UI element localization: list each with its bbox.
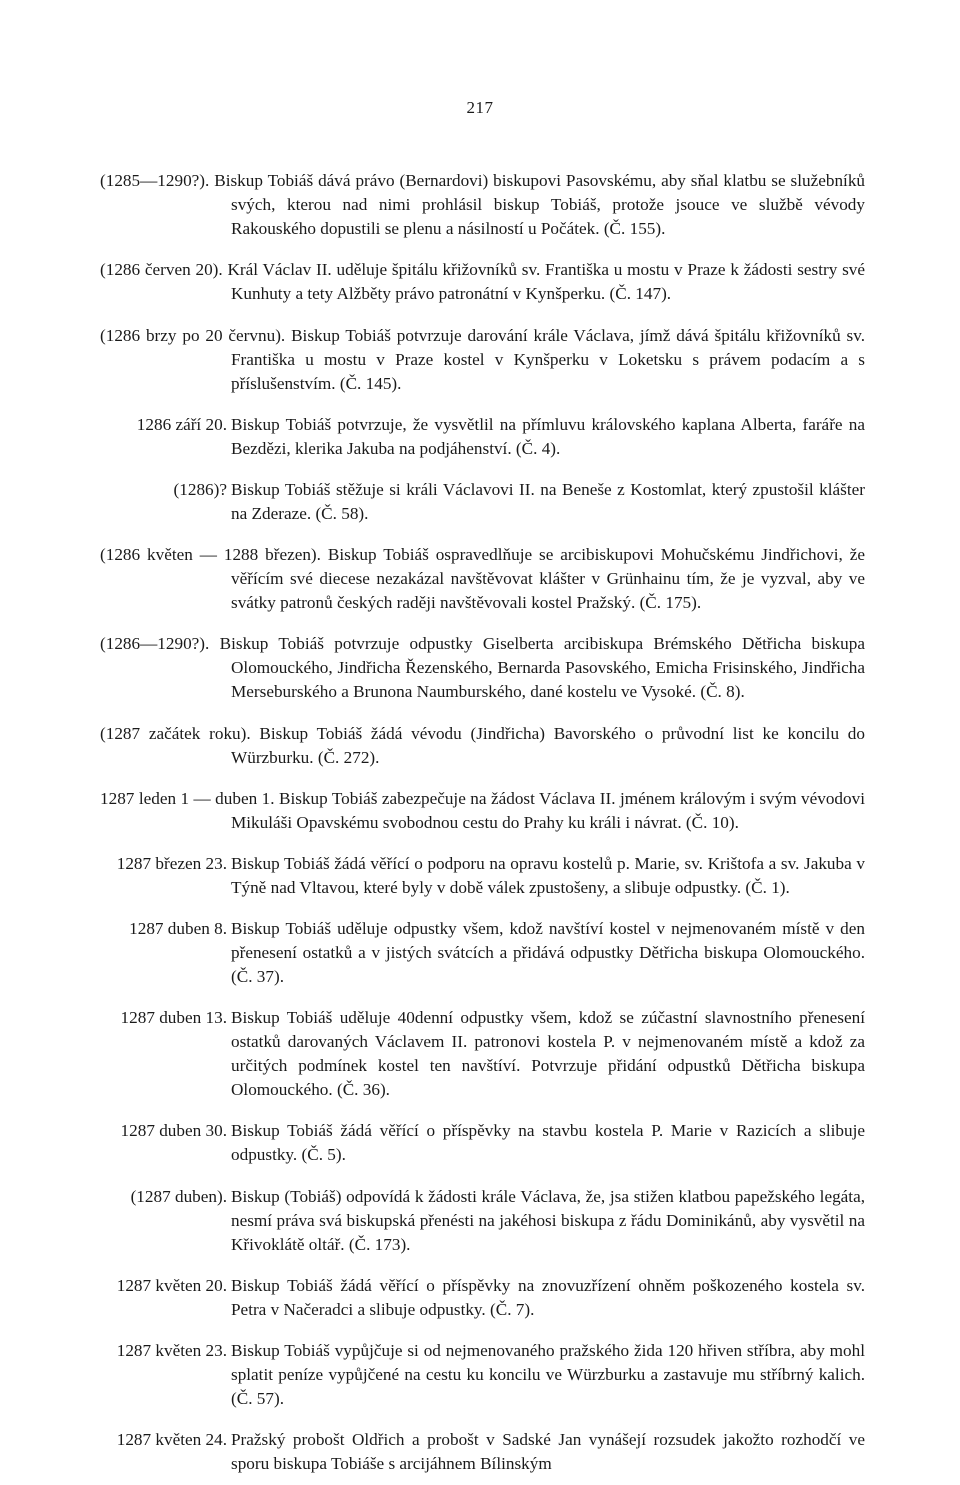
entry-date: (1286 červen 20). bbox=[100, 260, 223, 280]
regest-entry bbox=[100, 413, 865, 461]
entry-text: Biskup (Tobiáš) odpovídá k žádosti krále Václava, že, jsa stižen klatbou papežského legáta, nesmí práva svá biskupská přenésti na jakéhosi biskupa z řádu Dominikánů, aby vysvětil na Křivoklátě oltář. (Č. 173). bbox=[231, 1186, 865, 1254]
entry-date: 1287 květen 24. bbox=[116, 1430, 227, 1450]
entry-text: Biskup Tobiáš žádá vévodu (Jindřicha) Bavorského o průvodní list ke koncilu do Würzburku. (Č. 272). bbox=[231, 723, 865, 767]
entry-text: Biskup Tobiáš žádá věřící o podporu na opravu kostelů p. Marie, sv. Krištofa a sv. Jakuba v Týně nad Vltavou, které byly v době válek zpustošeny, a slibuje odpustky. (Č. 1). bbox=[231, 853, 865, 897]
regest-entry bbox=[100, 852, 865, 900]
regest-entry bbox=[100, 478, 865, 526]
regest-entry bbox=[100, 917, 865, 989]
entry-date: 1287 květen 23. bbox=[116, 1341, 227, 1360]
entry-date: (1286 květen — 1288 březen). bbox=[100, 545, 321, 565]
regest-entry bbox=[100, 258, 865, 306]
entry-date: (1287 duben). bbox=[130, 1186, 227, 1206]
entry-text: Biskup Tobiáš žádá věřící o příspěvky na znovuzřízení ohněm poškozeného kostela sv. Petra v Načeradci a slibuje odpustky. (Č. 7). bbox=[231, 1275, 865, 1319]
regest-entry bbox=[100, 722, 865, 770]
regest-entry bbox=[100, 787, 865, 835]
entry-date: (1285—1290?). bbox=[100, 171, 210, 191]
page-number: 217 bbox=[466, 98, 494, 117]
entry-date: 1287 duben 30. bbox=[120, 1121, 227, 1141]
entry-text: Biskup Tobiáš ospravedlňuje se arcibiskupovi Mohučskému Jindřichovi, že věřícím své diecese nezakázal navštěvovat klášter v Grünhainu tím, že je vyzval, aby ve svátky patronů českých raději navštěvovali kostel Pražský. (Č. 175). bbox=[231, 545, 866, 613]
regest-entry bbox=[100, 1428, 865, 1476]
entry-text: Pražský probošt Oldřich a probošt v Sadské Jan vynášejí rozsudek jakožto rozhodčí ve sporu biskupa Tobiáše s arcijáhnem Bílinským bbox=[231, 1430, 865, 1474]
entry-date: 1287 duben 13. bbox=[120, 1008, 227, 1028]
entry-date: (1286)? bbox=[173, 479, 227, 499]
entry-date: 1287 duben 8. bbox=[129, 919, 227, 939]
regest-entry bbox=[100, 169, 865, 241]
entry-text: Biskup Tobiáš žádá věřící o příspěvky na stavbu kostela P. Marie v Razicích a slibuje odpustky. (Č. 5). bbox=[231, 1121, 865, 1165]
entry-text: Biskup Tobiáš potvrzuje odpustky Giselberta arcibiskupa Brémského Dětřicha biskupa Olomouckého, Jindřicha Řezenského, Bernarda Pasovského, Emicha Frisinského, Jindřicha Merseburského a Brunona Naumburského, dané kostelu ve Vysoké. (Č. 8). bbox=[219, 634, 866, 702]
entry-date: (1286 brzy po 20 červnu). bbox=[100, 325, 286, 345]
entry-date: 1287 leden 1 — duben 1. bbox=[100, 788, 275, 808]
regest-entry bbox=[100, 543, 865, 615]
entry-date: (1287 začátek roku). bbox=[100, 723, 251, 743]
entry-text: Biskup Tobiáš zabezpečuje na žádost Václava II. jménem královým i svým vévodovi Mikuláši Opavskému svobodnou cestu do Prahy ku králi i návrat. (Č. 10). bbox=[231, 788, 865, 832]
entry-text: Biskup Tobiáš potvrzuje darování krále Václava, jímž dává špitálu křižovníků sv. Františka u mostu v Praze kostel v Kynšperku v Loketsku s právem podacím a s příslušenstvím. (Č. 145). bbox=[231, 325, 866, 393]
entry-date: (1286—1290?). bbox=[100, 634, 210, 654]
entry-text: Biskup Tobiáš uděluje odpustky všem, kdož navštíví kostel v nejmenovaném místě v den přenesení ostatků a v jistých svátcích a přidává odpustky Dětřicha biskupa Olomouckého. (Č. 37). bbox=[231, 919, 865, 987]
regest-entry bbox=[100, 632, 865, 704]
entry-text: Biskup Tobiáš potvrzuje, že vysvětlil na přímluvu královského kaplana Alberta, faráře na Bezdězi, klerika Jakuba na podjáhenství. (Č. 4). bbox=[231, 414, 865, 458]
entry-text: Biskup Tobiáš uděluje 40denní odpustky všem, kdož se zúčastní slavnostního přenesení ostatků darovaných Václavem II. patronovi kostela P. v nejmenovaném místě a kdož za určitých podmínek kostel ten navštíví. Potvrzuje přidání odpustků Dětřicha biskupa Olomouckého. (Č. 36). bbox=[231, 1008, 865, 1100]
entry-text: Biskup Tobiáš stěžuje si králi Václavovi II. na Beneše z Kostomlat, který zpustošil klášter na Zderaze. (Č. 58). bbox=[231, 479, 865, 523]
regest-entry bbox=[100, 1339, 865, 1411]
regest-entry bbox=[100, 1185, 865, 1257]
entry-text: Král Václav II. uděluje špitálu křižovníků sv. Františka u mostu v Praze k žádosti sestry své Kunhuty a tety Alžběty právo patronátní v Kynšperku. (Č. 147). bbox=[227, 260, 866, 304]
regest-entry bbox=[100, 1119, 865, 1167]
regest-list bbox=[100, 152, 865, 1485]
entry-text: Biskup Tobiáš dává právo (Bernardovi) biskupovi Pasovskému, aby sňal klatbu se služebníků svých, kterou nad nimi prohlásil biskup Tobiáš, protože jsouce ve službě vévody Rakouského dopustili se plenu a násilností u Počátek. (Č. 155). bbox=[214, 171, 866, 239]
regest-entry bbox=[100, 324, 865, 396]
regest-entry bbox=[100, 1006, 865, 1102]
entry-date: 1286 září 20. bbox=[136, 414, 227, 434]
entry-date: 1287 květen 20. bbox=[116, 1275, 227, 1295]
regest-entry bbox=[100, 1274, 865, 1322]
entry-date: 1287 březen 23. bbox=[116, 853, 227, 873]
entry-text: Biskup Tobiáš vypůjčuje si od nejmenovaného pražského žida 120 hřiven stříbra, aby mohl splatit peníze vypůjčené na cestu ku koncilu ve Würzburku a zastavuje mu stříbrný kalich. (Č. 57). bbox=[231, 1341, 865, 1408]
